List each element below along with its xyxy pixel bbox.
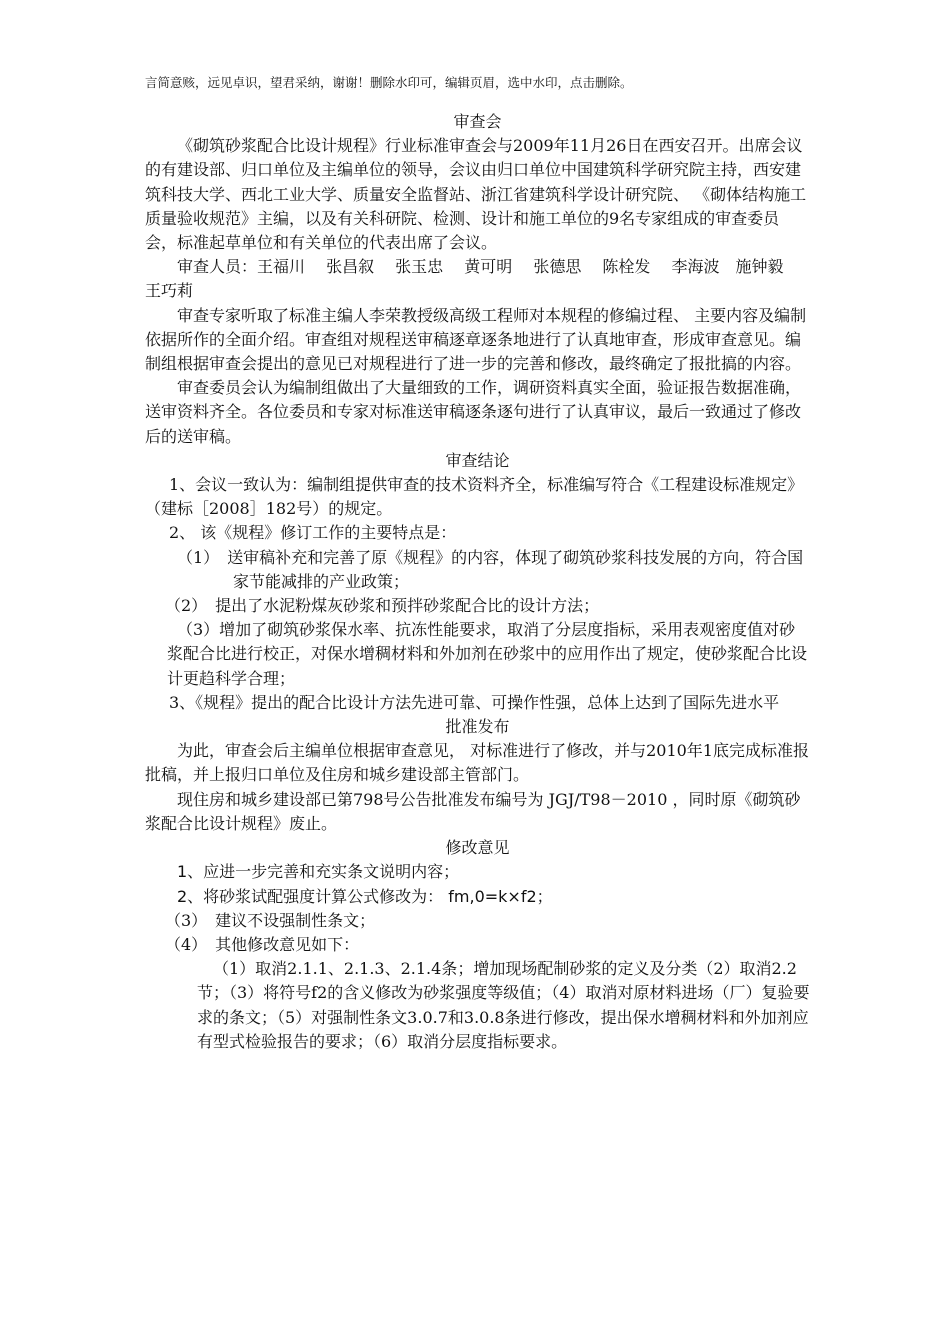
revision-item-4-detail: （1）取消2.1.1、2.1.3、2.1.4条；增加现场配制砂浆的定义及分类（2）取消2.2节；（3）将符号f2的含义修改为砂浆强度等级值；（4）取消对原材料进场（厂）复验要求的条文；（5）对强制性条文3.0.7和3.0.8条进行修改，提出保水增稠材料和外加剂应有型式检验报告的要求；（6）取消分层度指标要求。 [197, 959, 810, 1051]
approval-paragraph-2: 现住房和城乡建设部已第798号公告批准发布编号为 JGJ/T98－2010 ，同时原《砌筑砂浆配合比设计规程》废止。 [145, 789, 801, 833]
section-title-approval: 批准发布 [445, 717, 510, 737]
meeting-reviewers: 审查人员：王福川 张昌叙 张玉忠 黄可明 张德思 陈栓发 李海波 施钟毅 王巧莉 [145, 257, 805, 301]
conclusion-item-1: 1、会议一致认为：编制组提供审查的技术资料齐全，标准编写符合《工程建设标准规定》（建标［2008］182号）的规定。 [145, 475, 804, 519]
section-title-conclusion: 审查结论 [445, 450, 510, 470]
conclusion-item-2a: （1） 送审稿补充和完善了原《规程》的内容，体现了砌筑砂浆科技发展的方向，符合国家节能减排的产业政策； [177, 547, 804, 591]
conclusion-item-2c: （3）增加了砌筑砂浆保水率、抗冻性能要求，取消了分层度指标，采用表观密度值对砂浆配合比进行校正，对保水增稠材料和外加剂在砂浆中的应用作出了规定，使砂浆配合比设计更趋科学合理； [167, 620, 808, 688]
header-note: 言简意赅，远见卓识，望君采纳，谢谢！删除水印可，编辑页眉，选中水印，点击删除。 [145, 75, 633, 90]
conclusion-item-3: 3、《规程》提出的配合比设计方法先进可靠、可操作性强，总体上达到了国际先进水平 [169, 692, 780, 712]
section-title-meeting: 审查会 [453, 112, 502, 131]
revision-item-4: （4） 其他修改意见如下： [165, 934, 360, 954]
meeting-paragraph-3: 审查专家听取了标准主编人李荣教授级高级工程师对本规程的修编过程、 主要内容及编制依据所作的全面介绍。审查组对规程送审稿逐章逐条地进行了认真地审查，形成审查意见。编制组根据审查会提出的意见已对规程进行了进一步的完善和修改，最终确定了报批搞的内容。 [145, 305, 807, 374]
conclusion-item-2b: （2） 提出了水泥粉煤灰砂浆和预拌砂浆配合比的设计方法； [165, 596, 600, 616]
approval-paragraph-1: 为此，审查会后主编单位根据审查意见， 对标准进行了修改，并与2010年1底完成标准报批稿，并上报归口单位及住房和城乡建设部主管部门。 [145, 741, 809, 785]
section-title-revisions: 修改意见 [445, 838, 510, 858]
meeting-paragraph-1: 《砌筑砂浆配合比设计规程》行业标准审查会与2009年11月26日在西安召开。出席会议的有建设部、归口单位及主编单位的领导，会议由归口单位中国建筑科学研究院主持，西安建筑科技大学、西北工业大学、质量安全监督站、浙江省建筑科学设计研究院、 《砌体结构施工质量验收规范》主编，以及有关科研院、检测、设计和施工单位的9名专家组成的审查委员会，标准起草单位和有关单位的代表出席了会议。 [145, 136, 807, 253]
document-body [145, 110, 810, 1054]
meeting-paragraph-4: 审查委员会认为编制组做出了大量细致的工作，调研资料真实全面，验证报告数据准确，送审资料齐全。各位委员和专家对标准送审稿逐条逐句进行了认真审议，最后一致通过了修改后的送审稿。 [145, 378, 802, 446]
revision-item-3: （3） 建议不设强制性条文； [165, 910, 376, 930]
conclusion-item-2: 2、 该《规程》修订工作的主要特点是： [169, 523, 457, 543]
revision-item-2: 2、将砂浆试配强度计算公式修改为： fm,0=k×f2； [177, 886, 553, 906]
revision-item-1: 1、应进一步完善和充实条文说明内容； [177, 862, 460, 882]
